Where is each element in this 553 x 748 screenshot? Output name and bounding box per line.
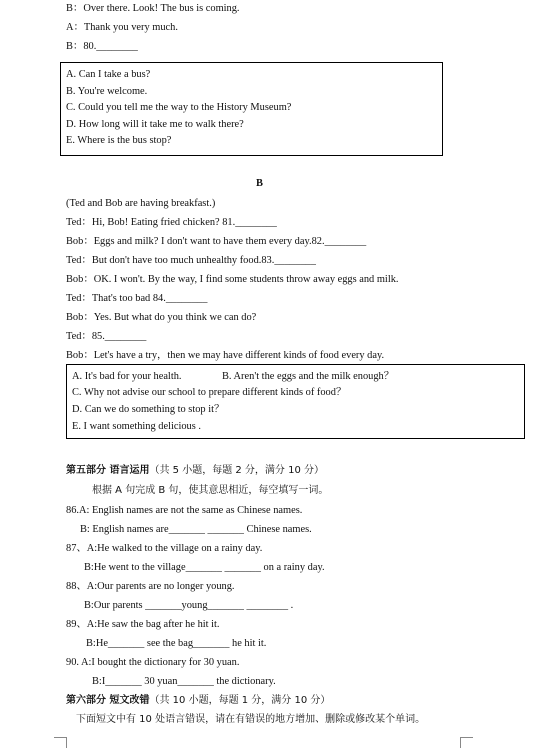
exercise-line: B:He went to the village_______ _______ on a rainy day. — [84, 562, 325, 573]
exercise-line: B:I_______ 30 yuan_______ the dictionary. — [92, 676, 276, 687]
part5-heading-note: （共 5 小题，每题 2 分，满分 10 分） — [149, 465, 325, 476]
option-item: C. Why not advise our school to prepare different kinds of food？ — [72, 387, 347, 398]
option-item: E. I want something delicious . — [72, 421, 201, 432]
part6-heading-row — [66, 694, 330, 707]
dialogue-line: A：Thank you very much. — [66, 22, 178, 33]
option-item: A. Can I take a bus? — [66, 69, 151, 80]
dialogue-line: (Ted and Bob are having breakfast.) — [66, 198, 216, 209]
page-corner-mark-right — [460, 737, 473, 748]
exercise-line: B: English names are_______ _______ Chinese names. — [80, 524, 312, 535]
part6-heading: 第六部分 短文改错 — [66, 695, 150, 706]
option-item: A. It's bad for your health. — [72, 371, 182, 382]
option-item: E. Where is the bus stop? — [66, 135, 172, 146]
exercise-line: B:Our parents _______young_______ ________ . — [84, 600, 294, 611]
dialogue-line: Ted：That's too bad 84.________ — [66, 293, 208, 304]
part6-heading-note: （共 10 小题，每题 1 分，满分 10 分） — [149, 695, 331, 706]
dialogue-line: Ted：But don't have too much unhealthy food.83.________ — [66, 255, 316, 266]
option-item: D. How long will it take me to walk there? — [66, 119, 244, 130]
dialogue-line: Bob：Eggs and milk? I don't want to have them every day.82.________ — [66, 236, 367, 247]
option-item: C. Could you tell me the way to the History Museum? — [66, 102, 292, 113]
part6-instruction: 下面短文中有 10 处语言错误，请在有错误的地方增加、删除或修改某个单词。 — [76, 714, 426, 725]
exercise-line: 89、A:He saw the bag after he hit it. — [66, 619, 220, 630]
exercise-line: 86.A: English names are not the same as Chinese names. — [66, 505, 303, 516]
option-item: D. Can we do something to stop it？ — [72, 404, 225, 415]
dialogue-line: B：Over there. Look! The bus is coming. — [66, 3, 240, 14]
part5-instruction: 根据 A 句完成 B 句，使其意思相近，每空填写一词。 — [92, 485, 329, 496]
dialogue-line: Bob：OK. I won't. By the way, I find some students throw away eggs and milk. — [66, 274, 399, 285]
page-corner-mark-left — [54, 737, 67, 748]
dialogue-line: Ted：85.________ — [66, 331, 147, 342]
exercise-line: B:He_______ see the bag_______ he hit it. — [86, 638, 267, 649]
exercise-line: 90. A:I bought the dictionary for 30 yuan. — [66, 657, 240, 668]
dialogue-line: Bob：Let's have a try，then we may have different kinds of food every day. — [66, 350, 385, 361]
exercise-line: 87、A:He walked to the village on a rainy day. — [66, 543, 263, 554]
part5-heading-row — [66, 464, 324, 477]
option-item: B. You're welcome. — [66, 86, 148, 97]
dialogue-line: Bob：Yes. But what do you think we can do? — [66, 312, 257, 323]
dialogue-line: B：80.________ — [66, 41, 138, 52]
dialogue-line: Ted：Hi, Bob! Eating fried chicken? 81.________ — [66, 217, 277, 228]
section-heading: B — [256, 178, 263, 189]
option-item: B. Aren't the eggs and the milk enough？ — [222, 371, 395, 382]
part5-heading: 第五部分 语言运用 — [66, 465, 150, 476]
exercise-line: 88、A:Our parents are no longer young. — [66, 581, 235, 592]
